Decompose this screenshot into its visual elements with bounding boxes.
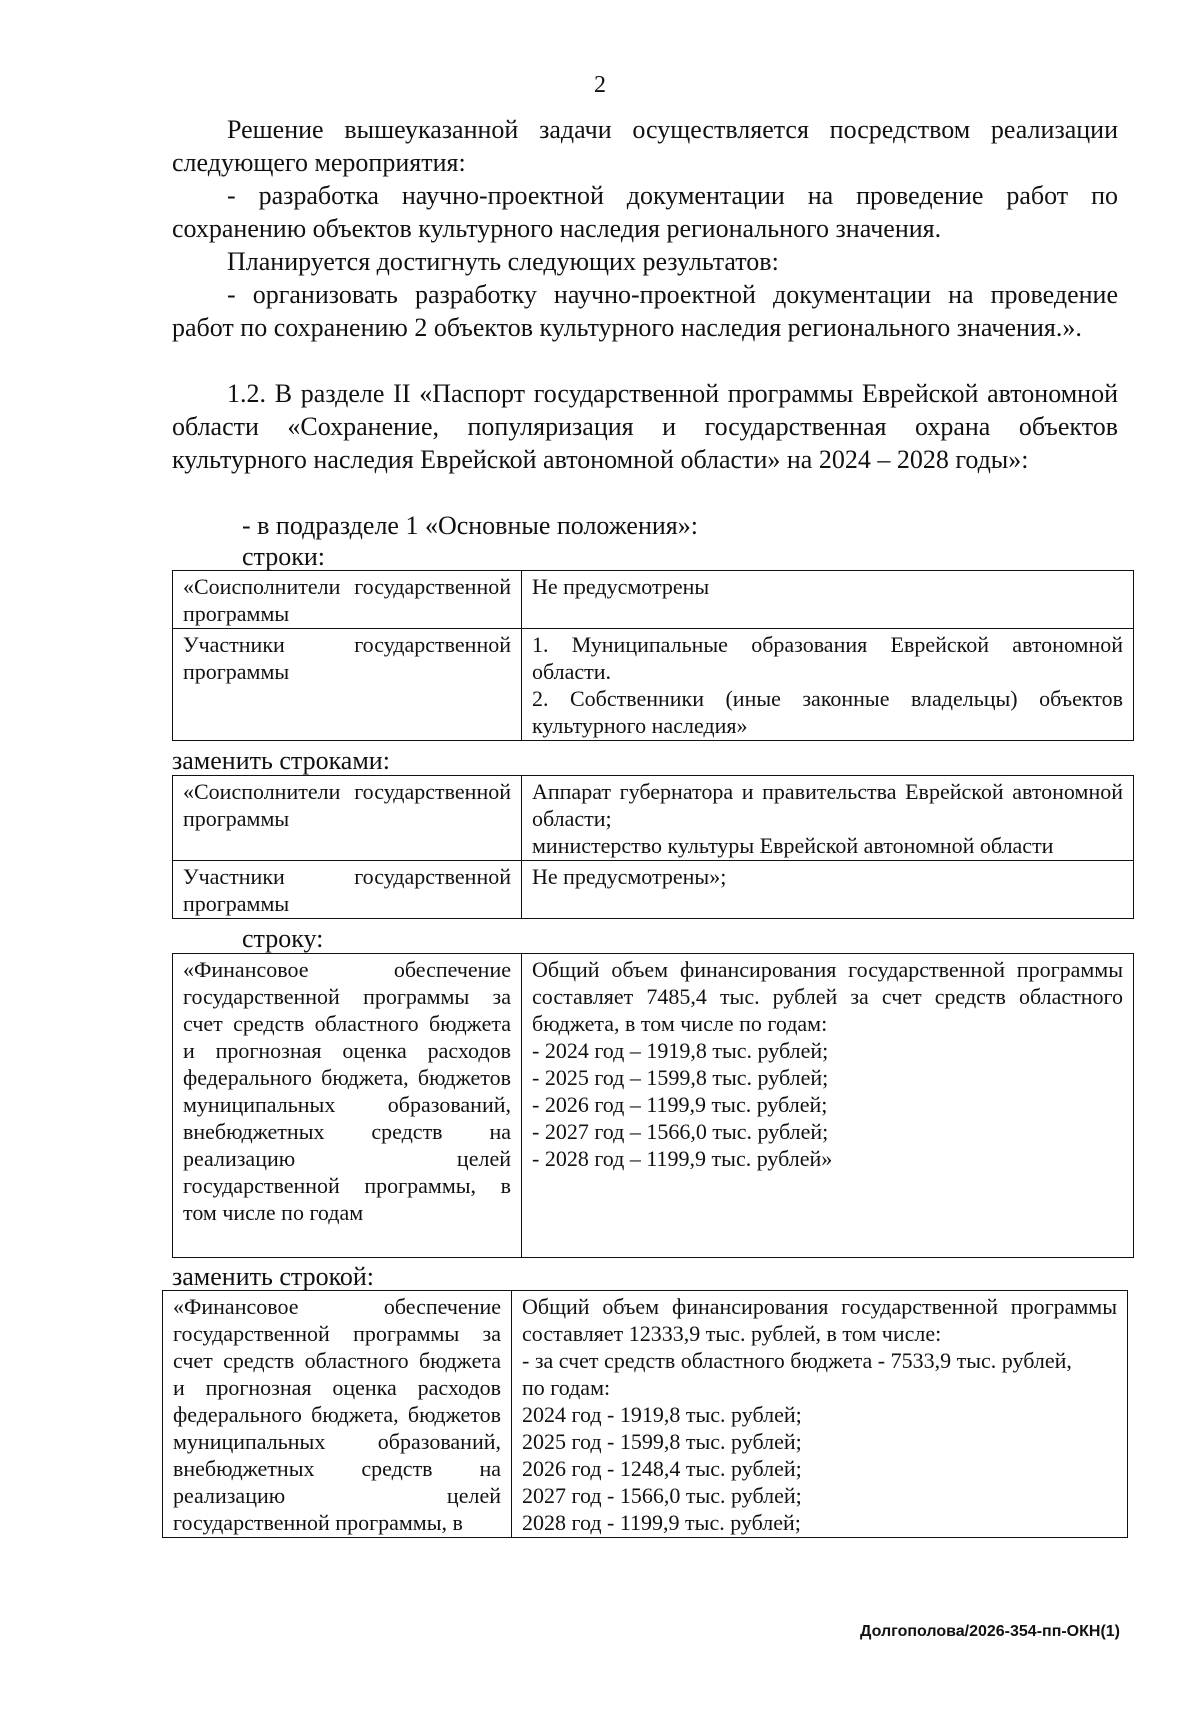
table-row [173,776,1134,861]
table-financing-new [162,1290,1128,1538]
table-cell-participants-value [522,629,1134,741]
financing-by-years-label: по годам: [522,1375,611,1400]
participants-label-line2: программы [183,891,290,916]
table-cell-co-executors-value: Не предусмотрены [522,571,1134,629]
table-row [173,629,1134,741]
label-replace-row: заменить строкой: [172,1262,375,1291]
table-cell-participants-value: Не предусмотрены»; [522,861,1134,919]
table-cell-co-executors-value [522,776,1134,861]
participants-item-2: 2. Собственники (иные законные владельцы) объектов культурного наследия» [532,686,1123,738]
table-cell-participants [173,861,522,919]
paragraph-organize: - организовать разработку научно-проектной документации на проведение работ по сохранению 2 объектов культурного наследия регионального значения.». [172,280,1118,342]
financing-year-2027: - 2027 год – 1566,0 тыс. рублей; [532,1119,829,1144]
page-number: 2 [594,72,606,98]
label-replace-rows: заменить строками: [172,746,390,775]
participants-label-line2: программы [183,659,290,684]
paragraph-section-ii: 1.2. В разделе II «Паспорт государственной программы Еврейской автономной области «Сохранение, популяризация и государственная охрана объектов культурного наследия Еврейской автономной области» на 2024 – 2028 годы»: [172,379,1118,474]
participants-item-1: 1. Муниципальные образования Еврейской автономной области. [532,632,1123,684]
table-rows-new [172,775,1134,919]
financing-year-2026: - 2026 год – 1199,9 тыс. рублей; [532,1092,828,1117]
table-cell-participants [173,629,522,741]
financing-year-2025: - 2025 год – 1599,8 тыс. рублей; [532,1065,829,1090]
table-cell-financing-label: «Финансовое обеспечение государственной программы за счет средств областного бюджета и прогнозная оценка расходов федерального бюджета, бюджетов муниципальных образований, внебюджетных средств на реализацию целей государственной программы, в том числе по годам [173,954,522,1258]
financing-total: Общий объем финансирования государственной программы составляет 7485,4 тыс. рублей за счет средств областного бюджета, в том числе по годам: [532,957,1123,1036]
table-rows-old [172,570,1134,741]
paragraph-development: - разработка научно-проектной документации на проведение работ по сохранению объектов культурного наследия регионального значения. [172,181,1118,243]
label-row: строку: [242,924,324,953]
financing-year-2024: - 2024 год – 1919,8 тыс. рублей; [532,1038,829,1063]
financing-year-2027: 2027 год - 1566,0 тыс. рублей; [522,1483,802,1508]
participants-label-line1: Участники государственной [183,632,511,657]
label-rows: строки: [242,542,325,571]
table-cell-financing-value [512,1291,1128,1538]
paragraph-subsection-1: - в подразделе 1 «Основные положения»: [242,511,698,540]
financing-year-2028: - 2028 год – 1199,9 тыс. рублей» [532,1146,833,1171]
table-cell-financing-value [522,954,1134,1258]
table-cell-co-executors: «Соисполнители государственной программы [173,571,522,629]
co-executors-item-2: министерство культуры Еврейской автономной области [532,833,1054,858]
footer-document-code: Долгополова/2026-354-пп-ОКН(1) [859,1623,1120,1640]
financing-year-2025: 2025 год - 1599,8 тыс. рублей; [522,1429,802,1454]
table-financing-old [172,953,1134,1258]
financing-year-2024: 2024 год - 1919,8 тыс. рублей; [522,1402,802,1427]
financing-year-2028: 2028 год - 1199,9 тыс. рублей; [522,1510,801,1535]
paragraph-planned-results: Планируется достигнуть следующих результатов: [227,247,779,276]
paragraph-solution: Решение вышеуказанной задачи осуществляется посредством реализации следующего мероприятия: [172,115,1118,177]
table-cell-financing-label: «Финансовое обеспечение государственной программы за счет средств областного бюджета и прогнозная оценка расходов федерального бюджета, бюджетов муниципальных образований, внебюджетных средств на реализацию целей государственной программы, в [163,1291,512,1538]
participants-label-line1: Участники государственной [183,864,511,889]
financing-year-2026: 2026 год - 1248,4 тыс. рублей; [522,1456,802,1481]
table-row [163,1291,1128,1538]
table-row [173,861,1134,919]
co-executors-item-1: Аппарат губернатора и правительства Еврейской автономной области; [532,779,1123,831]
financing-total: Общий объем финансирования государственной программы составляет 12333,9 тыс. рублей, в том числе: [522,1294,1117,1346]
table-cell-co-executors: «Соисполнители государственной программы [173,776,522,861]
table-row [173,571,1134,629]
table-row [173,954,1134,1258]
financing-regional-budget: - за счет средств областного бюджета - 7533,9 тыс. рублей, [522,1348,1072,1373]
